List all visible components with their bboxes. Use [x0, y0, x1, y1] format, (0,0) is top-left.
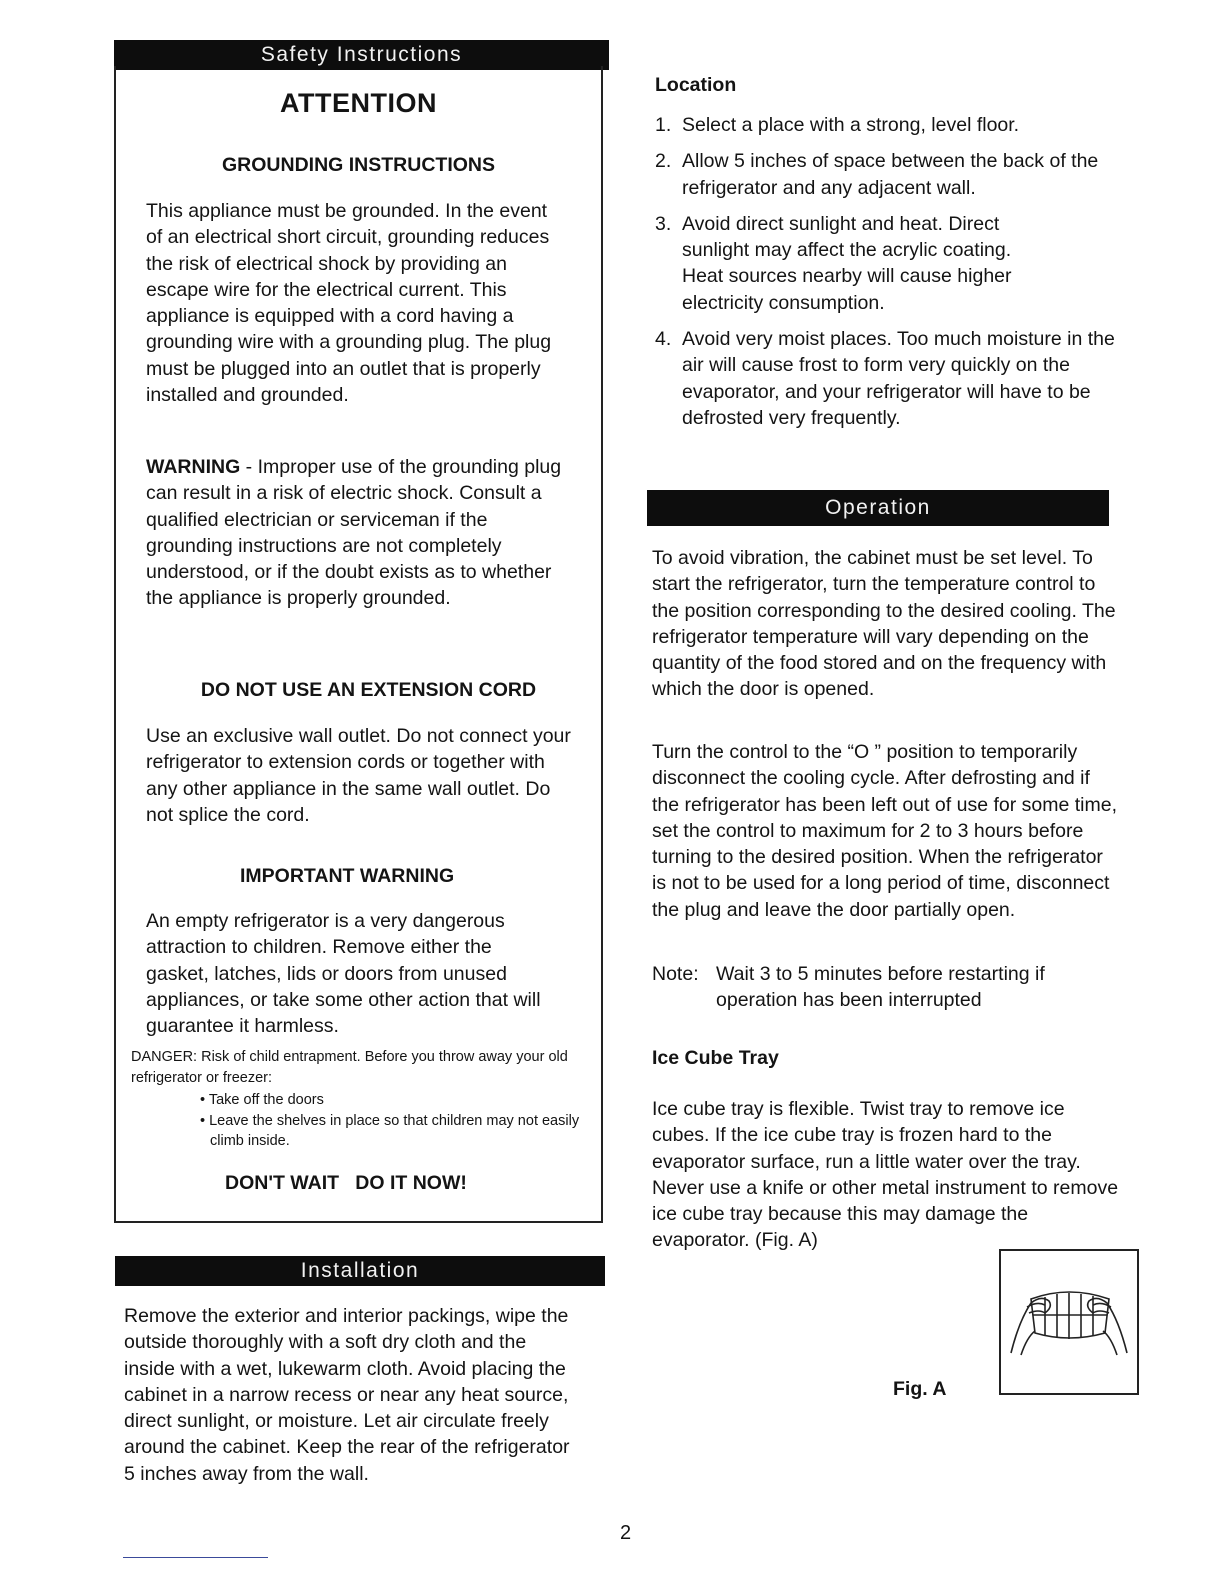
installation-body: Remove the exterior and interior packings, wipe the outside thoroughly with a soft dry cloth and the inside with a wet, lukewarm cloth. Avoid placing the cabinet in a narrow recess or near any heat source, direct sunlight, or moisture. Let air circulate freely around the cabinet. Keep the rear of the refrigerator 5 inches away from the wall.: [124, 1305, 570, 1485]
location-item-text: Avoid very moist places. Too much moisture in the air will cause frost to form very quickly on the evaporator, and your refrigerator will have to be defrosted very frequently.: [682, 328, 1115, 429]
location-item-number: 1.: [655, 114, 672, 136]
warning-paragraph: [146, 454, 571, 612]
extension-cord-body: Use an exclusive wall outlet. Do not connect your refrigerator to extension cords or together with any other appliance in the same wall outlet. Do not splice the cord.: [146, 725, 571, 826]
important-warning-body: An empty refrigerator is a very dangerous attraction to children. Remove either the gasket, latches, lids or doors from unused appliances, or take some other action that will guarantee it harmless.: [146, 910, 541, 1038]
danger-bullet-list: [200, 1090, 585, 1152]
fig-a-caption: Fig. A: [893, 1378, 947, 1400]
danger-bullet: • Take off the doors: [200, 1092, 324, 1108]
grounding-heading: GROUNDING INSTRUCTIONS: [222, 154, 495, 176]
important-warning-heading: IMPORTANT WARNING: [240, 865, 455, 887]
dont-wait-text: DON'T WAIT DO IT NOW!: [225, 1172, 467, 1194]
location-item-text: Select a place with a strong, level floor.: [682, 114, 1020, 136]
location-item: [655, 148, 1115, 201]
ice-tray-hands-icon: [1001, 1251, 1137, 1393]
operation-note-label: Note:: [652, 963, 699, 985]
ice-cube-tray-body: Ice cube tray is flexible. Twist tray to remove ice cubes. If the ice cube tray is frozen hard to the evaporator surface, run a little water over the tray. Never use a knife or other metal instrument to remove ice cube tray because this may damage the evaporator. (Fig. A): [652, 1098, 1119, 1252]
location-item-number: 2.: [655, 150, 672, 173]
attention-heading: ATTENTION: [280, 88, 437, 118]
location-item-text: Allow 5 inches of space between the back of the refrigerator and any adjacent wall.: [682, 150, 1099, 199]
operation-note-text: Wait 3 to 5 minutes before restarting if operation has been interrupted: [716, 963, 1045, 1012]
location-item: [655, 112, 1115, 138]
location-item: [655, 326, 1115, 431]
safety-instructions-banner: Safety Instructions: [114, 40, 609, 70]
location-heading: Location: [655, 74, 737, 96]
extension-cord-heading: DO NOT USE AN EXTENSION CORD: [200, 679, 537, 701]
warning-label: WARNING: [146, 456, 241, 478]
operation-banner: Operation: [647, 490, 1109, 526]
location-item-number: 3.: [655, 212, 672, 235]
location-list: [655, 112, 1115, 431]
danger-bullet: • Leave the shelves in place so that children may not easily climb inside.: [200, 1112, 580, 1149]
installation-banner: Installation: [115, 1256, 605, 1286]
page-number: 2: [620, 1522, 632, 1544]
grounding-body: This appliance must be grounded. In the event of an electrical short circuit, grounding reduces the risk of electrical shock by providing an escape wire for the electrical current. This appliance is equipped with a cord having a grounding wire with a grounding plug. The plug must be plugged into an outlet that is properly installed and grounded.: [146, 200, 552, 407]
operation-paragraph-2: Turn the control to the “O ” position to temporarily disconnect the cooling cycle. After defrosting and if the refrigerator has been left out of use for some time, set the control to maximum for 2 to 3 hours before turning to the desired position. When the refrigerator is not to be used for a long period of time, disconnect the plug and leave the door partially open.: [652, 741, 1117, 921]
location-item-number: 4.: [655, 328, 672, 351]
location-item: [655, 211, 1115, 316]
ice-cube-tray-heading: Ice Cube Tray: [652, 1047, 779, 1069]
location-item-text: Avoid direct sunlight and heat. Direct sunlight may affect the acrylic coating. Heat sources nearby will cause higher electricity consumption.: [682, 212, 1012, 314]
operation-paragraph-1: To avoid vibration, the cabinet must be set level. To start the refrigerator, turn the temperature control to the position corresponding to the desired cooling. The refrigerator temperature will vary depending on the quantity of the food stored and on the frequency with which the door is opened.: [652, 547, 1116, 701]
fig-a-illustration: [999, 1249, 1139, 1395]
footer-rule: [123, 1557, 268, 1558]
warning-body: - Improper use of the grounding plug can result in a risk of electric shock. Consult a qualified electrician or serviceman if the grounding instructions are not completely understood, or if the doubt exists as to whether the appliance is properly grounded.: [146, 456, 562, 610]
danger-text: DANGER: Risk of child entrapment. Before you throw away your old refrigerator or freezer:: [131, 1049, 568, 1086]
